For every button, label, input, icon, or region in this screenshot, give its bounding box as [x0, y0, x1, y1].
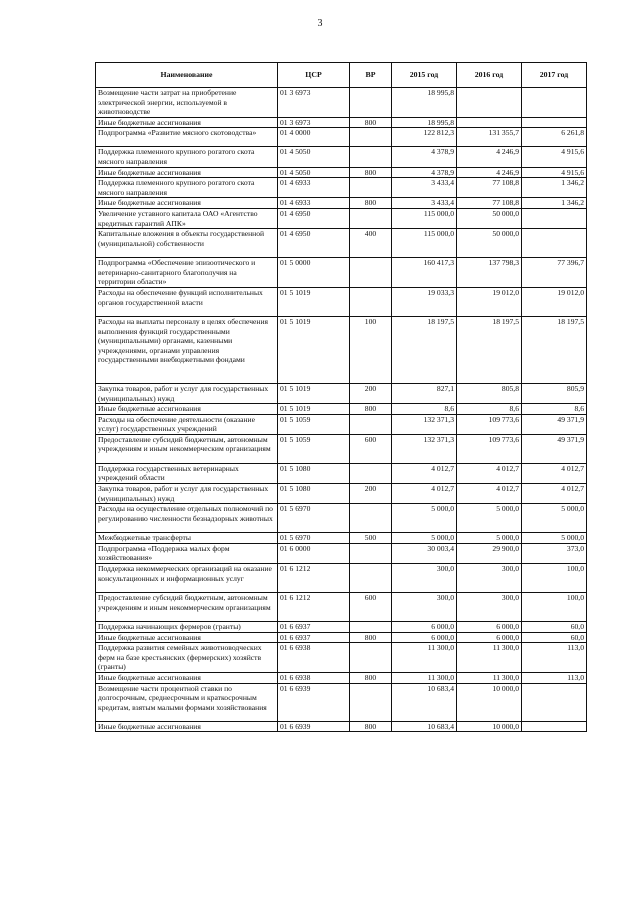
row-name-cell: Поддержка племенного крупного рогатого скота мясного направления [96, 147, 278, 167]
table-row [96, 404, 587, 415]
row-csr-cell: 01 5 0000 [278, 258, 350, 288]
row-vr-cell [350, 287, 392, 316]
row-vr-cell [350, 504, 392, 533]
row-name-cell: Расходы на осуществление отдельных полномочий по регулированию численности безнадзорных животных [96, 504, 278, 533]
row-2016-cell [457, 88, 522, 118]
row-2016-cell: 6 000,0 [457, 622, 522, 633]
row-2016-cell: 10 000,0 [457, 683, 522, 721]
row-csr-cell: 01 6 1212 [278, 593, 350, 622]
row-vr-cell [350, 88, 392, 118]
row-2015-cell: 827,1 [392, 383, 457, 403]
table-row [96, 632, 587, 643]
row-2016-cell: 77 108,8 [457, 178, 522, 198]
row-2017-cell: 60,0 [522, 622, 587, 633]
row-2015-cell: 5 000,0 [392, 533, 457, 544]
row-vr-cell: 600 [350, 434, 392, 463]
row-2015-cell: 4 012,7 [392, 484, 457, 504]
row-vr-cell: 800 [350, 117, 392, 128]
table-row [96, 414, 587, 434]
row-2016-cell: 50 000,0 [457, 229, 522, 258]
table-row [96, 287, 587, 316]
row-vr-cell [350, 643, 392, 673]
table-row [96, 543, 587, 563]
row-2016-cell: 4 246,9 [457, 167, 522, 178]
row-name-cell: Закупка товаров, работ и услуг для государственных (муниципальных) нужд [96, 484, 278, 504]
row-csr-cell: 01 6 6937 [278, 622, 350, 633]
row-2015-cell: 18 995,8 [392, 117, 457, 128]
row-2015-cell: 160 417,3 [392, 258, 457, 288]
row-vr-cell: 600 [350, 593, 392, 622]
row-csr-cell: 01 5 1019 [278, 383, 350, 403]
row-2017-cell: 113,0 [522, 643, 587, 673]
table-row [96, 622, 587, 633]
table-row [96, 564, 587, 593]
row-2017-cell [522, 683, 587, 721]
table-row [96, 463, 587, 483]
row-2015-cell: 8,6 [392, 404, 457, 415]
row-vr-cell [350, 147, 392, 167]
row-vr-cell [350, 128, 392, 147]
row-2017-cell: 5 000,0 [522, 504, 587, 533]
row-2017-cell: 1 346,2 [522, 178, 587, 198]
table-body [96, 88, 587, 732]
row-name-cell: Поддержка племенного крупного рогатого скота мясного направления [96, 178, 278, 198]
row-2016-cell: 137 798,3 [457, 258, 522, 288]
row-name-cell: Поддержка государственных ветеринарных учреждений области [96, 463, 278, 483]
header-name: Наименование [96, 63, 278, 88]
row-2016-cell: 8,6 [457, 404, 522, 415]
row-vr-cell: 200 [350, 383, 392, 403]
row-2016-cell: 805,8 [457, 383, 522, 403]
table-row [96, 258, 587, 288]
row-vr-cell: 800 [350, 198, 392, 209]
row-name-cell: Подпрограмма «Обеспечение эпизоотического и ветеринарно-санитарного благополучия на территории области» [96, 258, 278, 288]
row-csr-cell: 01 3 6973 [278, 88, 350, 118]
table-row [96, 128, 587, 147]
row-name-cell: Поддержка некоммерческих организаций на оказание консультационных и информационных услуг [96, 564, 278, 593]
row-name-cell: Иные бюджетные ассигнования [96, 404, 278, 415]
row-name-cell: Расходы на выплаты персоналу в целях обеспечения выполнения функций государственными (муниципальными) органами, казенными учреждениями, органами управления государственными внебюджетными фондами [96, 316, 278, 383]
row-vr-cell: 200 [350, 484, 392, 504]
table-row [96, 504, 587, 533]
row-2016-cell [457, 117, 522, 128]
row-2015-cell: 6 000,0 [392, 632, 457, 643]
row-2017-cell: 4 915,6 [522, 147, 587, 167]
table-row [96, 533, 587, 544]
row-name-cell: Иные бюджетные ассигнования [96, 632, 278, 643]
row-name-cell: Иные бюджетные ассигнования [96, 117, 278, 128]
row-csr-cell: 01 5 1059 [278, 414, 350, 434]
row-vr-cell [350, 414, 392, 434]
table-row [96, 178, 587, 198]
row-name-cell: Иные бюджетные ассигнования [96, 198, 278, 209]
row-name-cell: Закупка товаров, работ и услуг для государственных (муниципальных) нужд [96, 383, 278, 403]
row-2015-cell: 19 033,3 [392, 287, 457, 316]
row-2015-cell: 6 000,0 [392, 622, 457, 633]
row-2016-cell: 11 300,0 [457, 643, 522, 673]
table-row [96, 229, 587, 258]
row-2015-cell: 4 378,9 [392, 147, 457, 167]
row-name-cell: Иные бюджетные ассигнования [96, 167, 278, 178]
row-2017-cell: 49 371,9 [522, 414, 587, 434]
row-vr-cell [350, 208, 392, 228]
table-row [96, 434, 587, 463]
row-name-cell: Предоставление субсидий бюджетным, автономным учреждениям и иным некоммерческим организациям [96, 434, 278, 463]
table-header-row [96, 63, 587, 88]
row-2017-cell: 6 261,8 [522, 128, 587, 147]
header-vr: ВР [350, 63, 392, 88]
row-2015-cell: 115 000,0 [392, 229, 457, 258]
row-2017-cell: 1 346,2 [522, 198, 587, 209]
row-2015-cell: 3 433,4 [392, 198, 457, 209]
row-csr-cell: 01 4 6933 [278, 198, 350, 209]
row-vr-cell: 400 [350, 229, 392, 258]
row-2015-cell: 300,0 [392, 564, 457, 593]
row-csr-cell: 01 4 0000 [278, 128, 350, 147]
row-2017-cell [522, 88, 587, 118]
row-vr-cell [350, 564, 392, 593]
row-csr-cell: 01 5 1019 [278, 287, 350, 316]
table-row [96, 643, 587, 673]
row-2015-cell: 4 378,9 [392, 167, 457, 178]
table-row [96, 198, 587, 209]
row-2017-cell: 8,6 [522, 404, 587, 415]
table-row [96, 673, 587, 684]
row-csr-cell: 01 5 6970 [278, 533, 350, 544]
row-csr-cell: 01 6 6938 [278, 643, 350, 673]
row-2017-cell [522, 721, 587, 732]
page-number: 3 [317, 18, 323, 29]
row-csr-cell: 01 6 6939 [278, 721, 350, 732]
row-2015-cell: 115 000,0 [392, 208, 457, 228]
row-name-cell: Поддержка начинающих фермеров (гранты) [96, 622, 278, 633]
row-vr-cell: 800 [350, 673, 392, 684]
row-2016-cell: 11 300,0 [457, 673, 522, 684]
row-2015-cell: 132 371,3 [392, 414, 457, 434]
row-name-cell: Поддержка развития семейных животноводческих ферм на базе крестьянских (фермерских) хозяйств (гранты) [96, 643, 278, 673]
row-2017-cell: 805,9 [522, 383, 587, 403]
row-2016-cell: 10 000,0 [457, 721, 522, 732]
row-2017-cell [522, 117, 587, 128]
row-csr-cell: 01 5 1019 [278, 316, 350, 383]
row-name-cell: Увеличение уставного капитала ОАО «Агентство кредитных гарантий АПК» [96, 208, 278, 228]
row-csr-cell: 01 3 6973 [278, 117, 350, 128]
table-row [96, 683, 587, 721]
table-row [96, 484, 587, 504]
row-name-cell: Расходы на обеспечение функций исполнительных органов государственной власти [96, 287, 278, 316]
row-2016-cell: 18 197,5 [457, 316, 522, 383]
row-vr-cell: 100 [350, 316, 392, 383]
row-csr-cell: 01 5 1059 [278, 434, 350, 463]
row-vr-cell [350, 258, 392, 288]
row-2017-cell: 5 000,0 [522, 533, 587, 544]
row-2017-cell [522, 229, 587, 258]
table-row [96, 167, 587, 178]
row-name-cell: Расходы на обеспечение деятельности (оказание услуг) государственных учреждений [96, 414, 278, 434]
row-2015-cell: 18 197,5 [392, 316, 457, 383]
budget-table [95, 62, 587, 732]
row-2015-cell: 3 433,4 [392, 178, 457, 198]
row-2017-cell: 373,0 [522, 543, 587, 563]
row-csr-cell: 01 6 6938 [278, 673, 350, 684]
row-2017-cell: 18 197,5 [522, 316, 587, 383]
row-csr-cell: 01 5 1019 [278, 404, 350, 415]
row-2017-cell [522, 208, 587, 228]
row-csr-cell: 01 6 0000 [278, 543, 350, 563]
row-2015-cell: 10 683,4 [392, 721, 457, 732]
row-csr-cell: 01 6 6939 [278, 683, 350, 721]
row-name-cell: Иные бюджетные ассигнования [96, 673, 278, 684]
row-2016-cell: 300,0 [457, 564, 522, 593]
table-row [96, 721, 587, 732]
row-2017-cell: 60,0 [522, 632, 587, 643]
row-name-cell: Подпрограмма «Развитие мясного скотоводства» [96, 128, 278, 147]
row-2016-cell: 29 900,0 [457, 543, 522, 563]
row-csr-cell: 01 4 6950 [278, 208, 350, 228]
row-name-cell: Подпрограмма «Поддержка малых форм хозяйствования» [96, 543, 278, 563]
row-2016-cell: 77 108,8 [457, 198, 522, 209]
row-2017-cell: 49 371,9 [522, 434, 587, 463]
row-2016-cell: 109 773,6 [457, 434, 522, 463]
row-vr-cell: 800 [350, 167, 392, 178]
row-2017-cell: 4 915,6 [522, 167, 587, 178]
row-2015-cell: 5 000,0 [392, 504, 457, 533]
row-2015-cell: 122 812,3 [392, 128, 457, 147]
header-csr: ЦСР [278, 63, 350, 88]
table-row [96, 117, 587, 128]
row-csr-cell: 01 5 1080 [278, 463, 350, 483]
table-row [96, 383, 587, 403]
row-vr-cell [350, 683, 392, 721]
table-row [96, 208, 587, 228]
row-csr-cell: 01 4 5050 [278, 147, 350, 167]
table-row [96, 316, 587, 383]
row-name-cell: Предоставление субсидий бюджетным, автономным учреждениям и иным некоммерческим организациям [96, 593, 278, 622]
row-2017-cell: 4 012,7 [522, 484, 587, 504]
row-name-cell: Капитальные вложения в объекты государственной (муниципальной) собственности [96, 229, 278, 258]
row-2016-cell: 4 012,7 [457, 484, 522, 504]
row-vr-cell [350, 178, 392, 198]
row-2015-cell: 132 371,3 [392, 434, 457, 463]
row-vr-cell: 500 [350, 533, 392, 544]
row-2017-cell: 4 012,7 [522, 463, 587, 483]
row-2015-cell: 11 300,0 [392, 673, 457, 684]
row-vr-cell [350, 622, 392, 633]
row-2016-cell: 5 000,0 [457, 504, 522, 533]
row-2015-cell: 10 683,4 [392, 683, 457, 721]
row-2017-cell: 113,0 [522, 673, 587, 684]
row-2015-cell: 18 995,8 [392, 88, 457, 118]
row-2017-cell: 77 396,7 [522, 258, 587, 288]
row-2016-cell: 4 012,7 [457, 463, 522, 483]
row-2015-cell: 30 003,4 [392, 543, 457, 563]
row-2016-cell: 6 000,0 [457, 632, 522, 643]
row-2016-cell: 300,0 [457, 593, 522, 622]
row-2017-cell: 100,0 [522, 593, 587, 622]
row-csr-cell: 01 5 6970 [278, 504, 350, 533]
row-name-cell: Возмещение части затрат на приобретение электрической энергии, используемой в животноводстве [96, 88, 278, 118]
row-2017-cell: 100,0 [522, 564, 587, 593]
row-vr-cell [350, 463, 392, 483]
row-2015-cell: 11 300,0 [392, 643, 457, 673]
table-row [96, 593, 587, 622]
header-2017: 2017 год [522, 63, 587, 88]
row-name-cell: Иные бюджетные ассигнования [96, 721, 278, 732]
row-2016-cell: 50 000,0 [457, 208, 522, 228]
row-csr-cell: 01 4 6933 [278, 178, 350, 198]
row-2016-cell: 131 355,7 [457, 128, 522, 147]
row-2015-cell: 300,0 [392, 593, 457, 622]
row-csr-cell: 01 6 1212 [278, 564, 350, 593]
header-2015: 2015 год [392, 63, 457, 88]
row-csr-cell: 01 6 6937 [278, 632, 350, 643]
row-vr-cell: 800 [350, 404, 392, 415]
row-csr-cell: 01 4 5050 [278, 167, 350, 178]
row-csr-cell: 01 5 1080 [278, 484, 350, 504]
row-vr-cell: 800 [350, 721, 392, 732]
header-2016: 2016 год [457, 63, 522, 88]
table-row [96, 88, 587, 118]
row-vr-cell: 800 [350, 632, 392, 643]
table-row [96, 147, 587, 167]
row-2017-cell: 19 012,0 [522, 287, 587, 316]
row-2016-cell: 4 246,9 [457, 147, 522, 167]
row-name-cell: Возмещение части процентной ставки по долгосрочным, среднесрочным и краткосрочным кредитам, взятым малыми формами хозяйствования [96, 683, 278, 721]
row-2016-cell: 19 012,0 [457, 287, 522, 316]
row-vr-cell [350, 543, 392, 563]
row-name-cell: Межбюджетные трансферты [96, 533, 278, 544]
row-csr-cell: 01 4 6950 [278, 229, 350, 258]
row-2016-cell: 109 773,6 [457, 414, 522, 434]
row-2015-cell: 4 012,7 [392, 463, 457, 483]
row-2016-cell: 5 000,0 [457, 533, 522, 544]
